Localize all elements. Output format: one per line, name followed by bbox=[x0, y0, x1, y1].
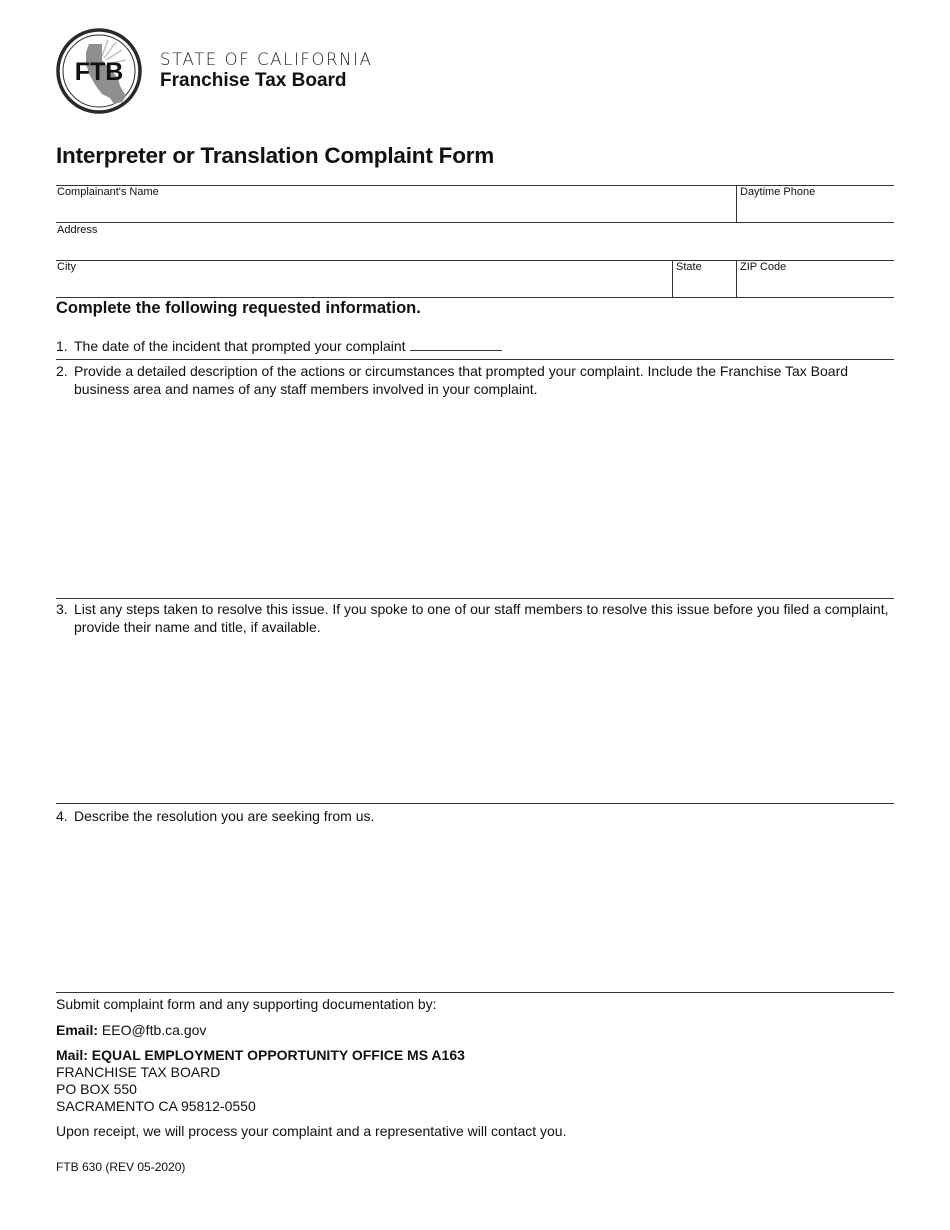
steps-answer-area[interactable] bbox=[56, 640, 894, 800]
mail-address-line: PO BOX 550 bbox=[56, 1081, 137, 1097]
mail-address-line: SACRAMENTO CA 95812-0550 bbox=[56, 1098, 256, 1114]
city-field[interactable] bbox=[56, 261, 672, 297]
email-label: Email: bbox=[56, 1022, 99, 1038]
question-number: 3. bbox=[56, 601, 68, 617]
divider bbox=[56, 598, 894, 599]
complainant-name-label: Complainant's Name bbox=[57, 186, 159, 198]
address-field[interactable] bbox=[56, 223, 894, 260]
divider bbox=[56, 803, 894, 804]
daytime-phone-label: Daytime Phone bbox=[740, 186, 816, 198]
question-text: Provide a detailed description of the actions or circumstances that prompted your complaint. Include the Franchise Tax Board business area and names of any staff members involved in your complaint. bbox=[74, 363, 849, 397]
mail-office: EQUAL EMPLOYMENT OPPORTUNITY OFFICE MS A163 bbox=[91, 1047, 465, 1063]
resolution-answer-area[interactable] bbox=[56, 830, 894, 988]
mail-label: Mail: bbox=[56, 1047, 88, 1063]
divider bbox=[56, 992, 894, 993]
address-label: Address bbox=[57, 224, 98, 236]
question-text: List any steps taken to resolve this issue. If you spoke to one of our staff members to resolve this issue before you filed a complaint, provide their name and title, if available. bbox=[74, 601, 889, 635]
question-text: The date of the incident that prompted your complaint bbox=[74, 338, 406, 354]
question-text: Describe the resolution you are seeking from us. bbox=[74, 808, 375, 824]
description-answer-area[interactable] bbox=[56, 400, 894, 596]
page-title: Interpreter or Translation Complaint Form bbox=[56, 143, 495, 168]
email-address[interactable]: EEO@ftb.ca.gov bbox=[101, 1022, 207, 1038]
divider bbox=[56, 359, 894, 360]
mail-line bbox=[56, 1047, 465, 1064]
agency-state: STATE OF CALIFORNIA bbox=[160, 50, 373, 69]
closing-note: Upon receipt, we will process your complaint and a representative will contact you. bbox=[56, 1123, 567, 1139]
state-label: State bbox=[676, 261, 702, 273]
zip-code-label: ZIP Code bbox=[740, 261, 787, 273]
incident-date-field[interactable] bbox=[410, 339, 502, 351]
question-number: 4. bbox=[56, 808, 68, 824]
question-number: 1. bbox=[56, 338, 68, 354]
agency-name: Franchise Tax Board bbox=[160, 70, 347, 91]
email-line bbox=[56, 1022, 206, 1039]
mail-address-line: FRANCHISE TAX BOARD bbox=[56, 1064, 221, 1080]
form-code: FTB 630 (REV 05-2020) bbox=[56, 1160, 186, 1174]
ftb-logo bbox=[56, 28, 142, 114]
divider bbox=[56, 297, 894, 298]
city-label: City bbox=[57, 261, 76, 273]
question-number: 2. bbox=[56, 363, 68, 379]
logo-text: FTB bbox=[74, 58, 124, 86]
submit-intro: Submit complaint form and any supporting documentation by: bbox=[56, 996, 437, 1012]
section-heading: Complete the following requested information. bbox=[56, 299, 421, 317]
